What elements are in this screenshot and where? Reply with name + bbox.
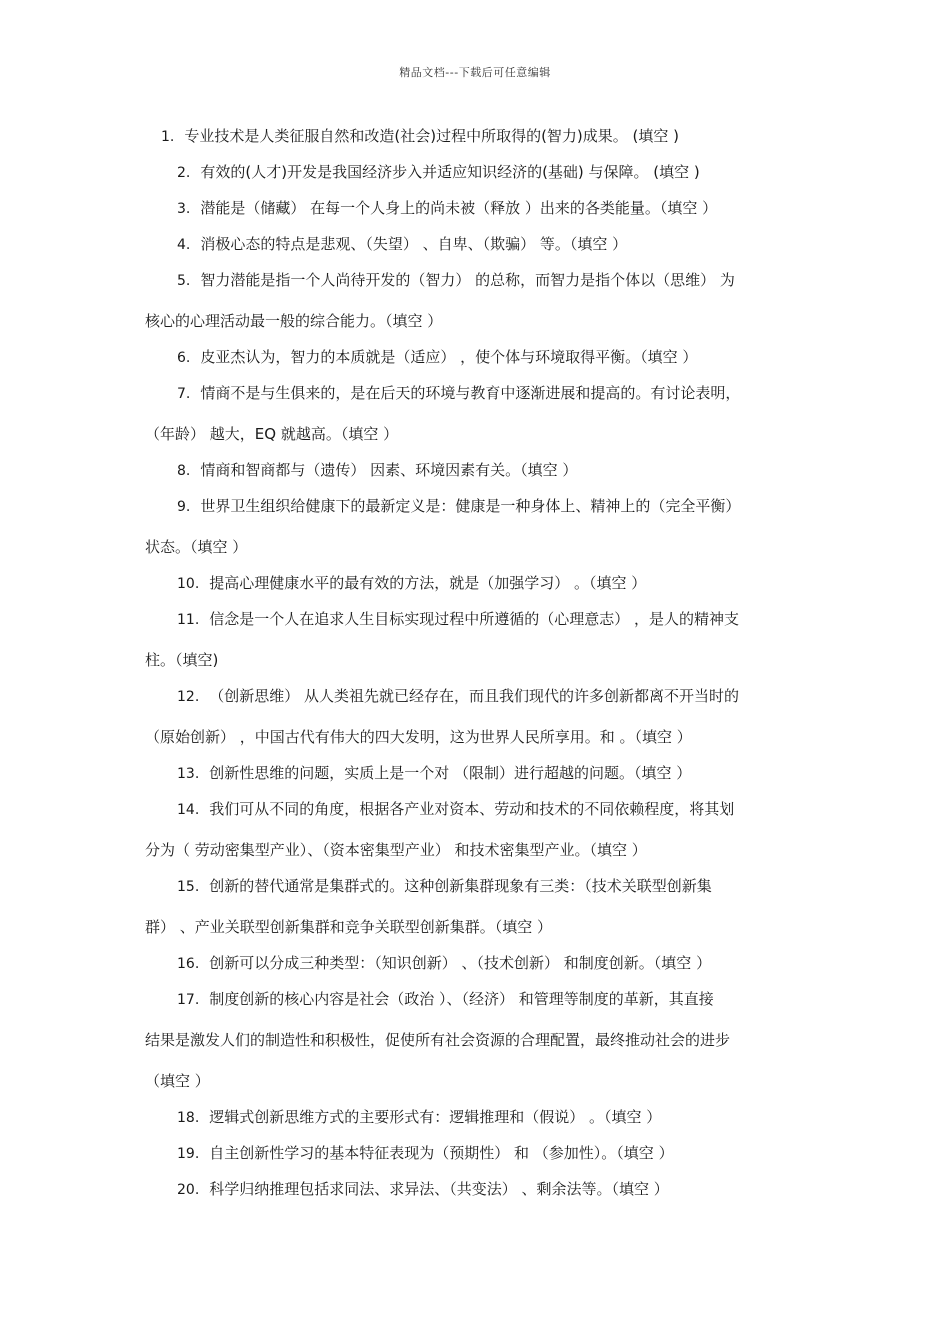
question-18	[177, 1107, 661, 1128]
question-12-continuation: （原始创新） ，中国古代有伟大的四大发明，这为世界人民所享用。和 。（填空 ）	[145, 728, 692, 746]
question-number: 20.	[177, 1182, 200, 1198]
question-text: 世界卫生组织给健康下的最新定义是：健康是一种身体上、精神上的（完全平衡）	[200, 497, 741, 515]
page-header: 精品文档---下载后可任意编辑	[399, 66, 551, 79]
question-9	[177, 496, 740, 517]
question-2	[177, 162, 700, 183]
question-16	[177, 953, 711, 974]
question-text: 科学归纳推理包括求同法、求异法、（共变法） 、剩余法等。（填空 ）	[209, 1180, 669, 1198]
question-number: 2.	[177, 165, 191, 181]
question-20	[177, 1179, 669, 1200]
question-9-continuation: 状态。（填空 ）	[145, 538, 248, 556]
question-number: 3.	[177, 201, 191, 217]
question-14	[177, 799, 734, 820]
question-text: 潜能是（储藏） 在每一个人身上的尚未被（释放 ）出来的各类能量。（填空 ）	[200, 199, 718, 217]
question-number: 12.	[177, 689, 200, 705]
question-number: 7.	[177, 386, 191, 402]
question-8	[177, 460, 577, 481]
question-text: 消极心态的特点是悲观、（失望） 、自卑、（欺骗） 等。（填空 ）	[200, 235, 628, 253]
question-15	[177, 876, 712, 897]
question-10	[177, 573, 646, 594]
question-text: 情商和智商都与（遗传） 因素、环境因素有关。（填空 ）	[200, 461, 578, 479]
question-17	[177, 989, 714, 1010]
question-19	[177, 1143, 674, 1164]
question-number: 13.	[177, 766, 200, 782]
question-14-continuation: 分为（ 劳动密集型产业）、（资本密集型产业） 和技术密集型产业。（填空 ）	[145, 841, 647, 859]
question-text: 创新可以分成三种类型：（知识创新） 、（技术创新） 和制度创新。（填空 ）	[209, 954, 712, 972]
question-text: 皮亚杰认为，智力的本质就是（适应） ，使个体与环境取得平衡。（填空 ）	[200, 348, 698, 366]
question-17-continuation: 结果是激发人们的制造性和积极性，促使所有社会资源的合理配置，最终推动社会的进步	[145, 1031, 731, 1049]
question-text: 制度创新的核心内容是社会（政治 ）、（经济） 和管理等制度的革新，其直接	[209, 990, 714, 1008]
question-number: 18.	[177, 1110, 200, 1126]
question-text: 信念是一个人在追求人生目标实现过程中所遵循的（心理意志） ，是人的精神支	[209, 610, 740, 628]
question-number: 9.	[177, 499, 191, 515]
question-5	[177, 270, 735, 291]
question-number: 10.	[177, 576, 200, 592]
question-text: 逻辑式创新思维方式的主要形式有：逻辑推理和（假说） 。（填空 ）	[209, 1108, 662, 1126]
question-text: 我们可从不同的角度，根据各产业对资本、劳动和技术的不同依赖程度，将其划	[209, 800, 735, 818]
question-11-continuation: 柱。（填空)	[145, 651, 219, 669]
question-number: 4.	[177, 237, 191, 253]
question-number: 1.	[161, 129, 175, 145]
question-15-continuation: 群） 、产业关联型创新集群和竞争关联型创新集群。（填空 ）	[145, 918, 553, 936]
question-7	[177, 383, 740, 404]
question-number: 16.	[177, 956, 200, 972]
question-4	[177, 234, 627, 255]
question-6	[177, 347, 697, 368]
question-number: 6.	[177, 350, 191, 366]
question-11	[177, 609, 739, 630]
question-1	[161, 126, 679, 147]
question-number: 11.	[177, 612, 200, 628]
question-5-continuation: 核心的心理活动最一般的综合能力。（填空 ）	[145, 312, 443, 330]
question-text: 自主创新性学习的基本特征表现为（预期性） 和 （参加性）。（填空 ）	[209, 1144, 674, 1162]
question-text: 情商不是与生俱来的，是在后天的环境与教育中逐渐进展和提高的。有讨论表明，	[200, 384, 741, 402]
question-text: 专业技术是人类征服自然和改造(社会)过程中所取得的(智力)成果。 (填空 )	[184, 127, 680, 145]
question-text: （创新思维） 从人类祖先就已经存在，而且我们现代的许多创新都离不开当时的	[209, 687, 740, 705]
question-12	[177, 686, 739, 707]
question-17-continuation-2: （填空 ）	[145, 1072, 210, 1090]
question-13	[177, 763, 691, 784]
question-text: 创新性思维的问题，实质上是一个对 （限制）进行超越的问题。（填空 ）	[209, 764, 692, 782]
question-number: 8.	[177, 463, 191, 479]
question-number: 17.	[177, 992, 200, 1008]
question-text: 有效的(人才)开发是我国经济步入并适应知识经济的(基础) 与保障。 (填空 )	[200, 163, 700, 181]
question-7-continuation: （年龄） 越大，EQ 就越高。（填空 ）	[145, 425, 399, 443]
question-number: 5.	[177, 273, 191, 289]
question-text: 智力潜能是指一个人尚待开发的（智力） 的总称，而智力是指个体以（思维） 为	[200, 271, 735, 289]
question-text: 提高心理健康水平的最有效的方法，就是（加强学习） 。（填空 ）	[209, 574, 647, 592]
question-number: 15.	[177, 879, 200, 895]
question-number: 14.	[177, 802, 200, 818]
question-text: 创新的替代通常是集群式的。这种创新集群现象有三类：（技术关联型创新集	[209, 877, 712, 895]
question-number: 19.	[177, 1146, 200, 1162]
question-3	[177, 198, 717, 219]
